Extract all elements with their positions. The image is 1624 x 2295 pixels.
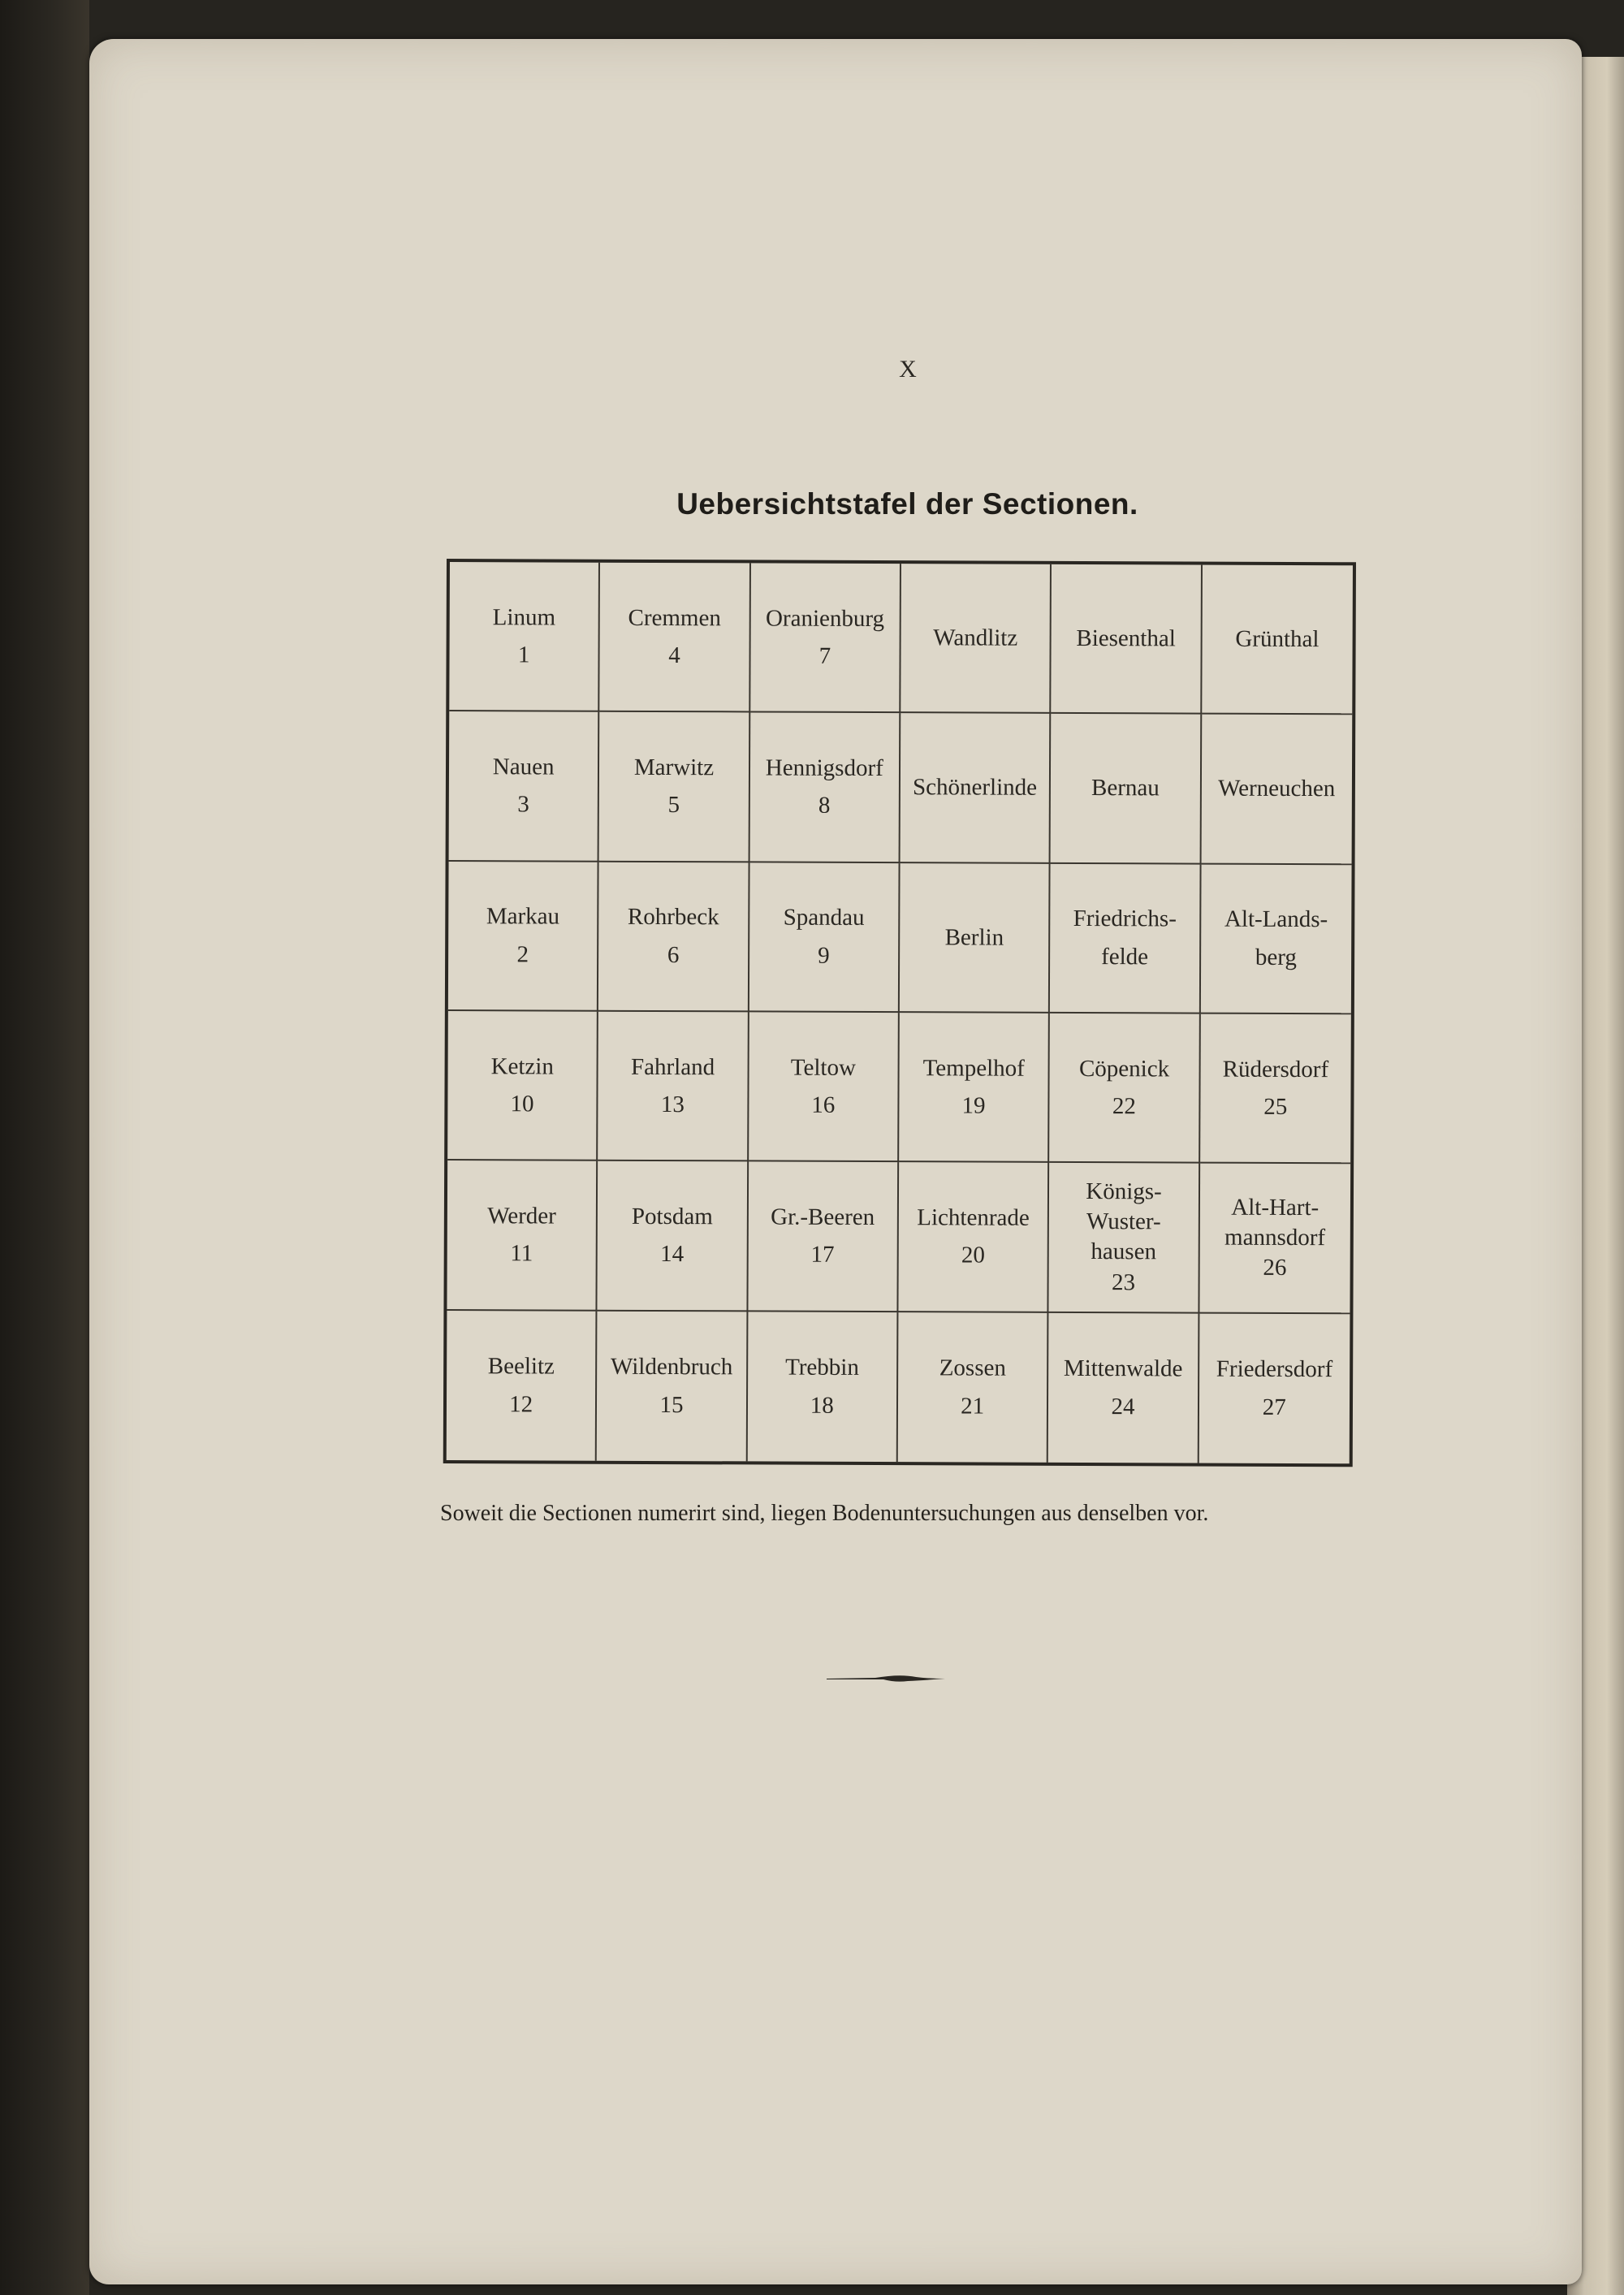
section-cell <box>1051 714 1202 864</box>
section-cell <box>1202 565 1353 715</box>
section-cell <box>901 564 1052 714</box>
section-cell <box>447 1311 598 1461</box>
section-name: Cöpenick <box>1078 1055 1170 1083</box>
section-name: Teltow <box>790 1054 857 1081</box>
section-cell <box>598 862 749 1012</box>
section-cell <box>901 713 1052 863</box>
section-number: 21 <box>961 1393 985 1420</box>
section-cell <box>1199 1164 1350 1314</box>
section-cell <box>1052 564 1203 715</box>
section-number: 5 <box>667 792 680 819</box>
section-number: 10 <box>510 1091 534 1117</box>
section-name: Spandau <box>783 905 865 931</box>
section-name: berg <box>1255 944 1298 970</box>
section-number: 18 <box>810 1392 834 1419</box>
section-cell <box>600 563 751 713</box>
section-name: Mittenwalde <box>1063 1355 1183 1382</box>
section-cell <box>900 863 1051 1014</box>
section-cell <box>1201 715 1352 865</box>
section-number: 19 <box>961 1092 986 1119</box>
section-cell <box>1199 1313 1350 1463</box>
section-cell <box>449 711 600 862</box>
section-name: Marwitz <box>633 754 715 781</box>
section-cell <box>597 1311 748 1461</box>
section-name: felde <box>1101 943 1149 970</box>
section-number: 13 <box>660 1091 685 1118</box>
section-name: Trebbin <box>785 1355 859 1381</box>
table-title: Uebersichtstafel der Sectionen. <box>676 487 1138 521</box>
section-number: 26 <box>1263 1254 1287 1281</box>
section-number: 12 <box>509 1391 533 1418</box>
section-cell <box>898 1312 1049 1463</box>
section-name: Potsdam <box>631 1203 713 1230</box>
section-number: 11 <box>510 1240 533 1267</box>
section-name: Wandlitz <box>933 625 1018 651</box>
section-cell <box>899 1013 1050 1163</box>
section-number: 22 <box>1112 1093 1136 1120</box>
section-number: 4 <box>668 642 680 669</box>
section-name: Königs- <box>1086 1178 1162 1205</box>
page-number: X <box>899 356 917 382</box>
section-name: Cremmen <box>628 604 721 632</box>
section-name: Oranienburg <box>765 605 885 632</box>
section-name: Nauen <box>492 754 555 780</box>
section-name: Tempelhof <box>922 1055 1025 1082</box>
section-name: Rohrbeck <box>627 904 719 931</box>
section-number: 25 <box>1263 1094 1288 1121</box>
section-name: Beelitz <box>487 1353 555 1380</box>
section-name: Alt-Lands- <box>1224 906 1328 933</box>
section-cell <box>1049 1014 1200 1164</box>
section-number: 9 <box>818 942 830 969</box>
book-spine-background <box>0 0 89 2295</box>
section-cell <box>1048 1313 1199 1463</box>
footnote-text: Soweit die Sectionen numerirt sind, liegen Bodenuntersuchungen aus denselben vor. <box>440 1501 1209 1526</box>
section-number: 14 <box>660 1241 685 1268</box>
section-cell <box>447 1011 598 1161</box>
section-cell <box>448 862 599 1012</box>
section-name: Hennigsdorf <box>765 754 883 782</box>
section-cell <box>447 1160 598 1311</box>
section-name: Rüdersdorf <box>1222 1056 1329 1083</box>
section-name: Alt-Hart- <box>1231 1194 1320 1221</box>
section-name: mannsdorf <box>1224 1224 1326 1251</box>
section-name: Schönerlinde <box>913 774 1038 802</box>
section-name: Wuster- <box>1086 1208 1161 1235</box>
section-name: Friedrichs- <box>1073 905 1177 932</box>
section-name: Werder <box>487 1203 556 1230</box>
section-cell <box>748 1162 899 1312</box>
section-name: Friedersdorf <box>1216 1356 1333 1383</box>
section-cell <box>1201 864 1352 1014</box>
section-cell <box>1050 864 1201 1014</box>
section-cell <box>1049 1163 1200 1313</box>
section-name: Biesenthal <box>1076 625 1176 652</box>
section-cell <box>449 562 600 712</box>
section-name: Grünthal <box>1235 625 1320 653</box>
section-name: Wildenbruch <box>610 1354 733 1381</box>
section-cell <box>898 1162 1049 1312</box>
section-cell <box>747 1312 898 1462</box>
section-name: Fahrland <box>630 1053 715 1081</box>
section-name: Gr.-Beeren <box>771 1204 875 1231</box>
section-cell <box>1200 1014 1351 1165</box>
section-number: 15 <box>659 1391 684 1418</box>
section-name: Werneuchen <box>1218 775 1336 802</box>
section-number: 8 <box>818 793 831 819</box>
section-name: Markau <box>486 903 560 930</box>
section-overview-table <box>443 559 1356 1467</box>
section-cell <box>750 563 901 713</box>
section-cell <box>749 862 901 1013</box>
section-name: Bernau <box>1091 775 1160 802</box>
decorative-rule <box>827 1673 945 1684</box>
section-number: 23 <box>1112 1269 1136 1295</box>
section-number: 24 <box>1111 1393 1135 1420</box>
section-number: 6 <box>667 941 680 968</box>
section-name: Linum <box>492 603 556 631</box>
section-number: 1 <box>517 642 530 668</box>
section-cell <box>599 712 750 862</box>
section-name: Berlin <box>944 923 1004 951</box>
section-cell <box>598 1161 749 1312</box>
section-number: 27 <box>1262 1394 1286 1420</box>
section-number: 7 <box>818 642 831 669</box>
section-cell <box>598 1012 749 1162</box>
section-number: 16 <box>811 1091 836 1118</box>
section-name: Zossen <box>939 1355 1006 1382</box>
section-number: 20 <box>961 1242 985 1269</box>
section-number: 2 <box>516 941 529 968</box>
section-name: Ketzin <box>490 1052 554 1080</box>
section-number: 3 <box>517 791 529 818</box>
section-name: hausen <box>1091 1238 1157 1265</box>
section-cell <box>749 713 901 863</box>
section-number: 17 <box>810 1242 835 1269</box>
section-name: Lichtenrade <box>917 1204 1030 1231</box>
section-cell <box>749 1012 900 1162</box>
